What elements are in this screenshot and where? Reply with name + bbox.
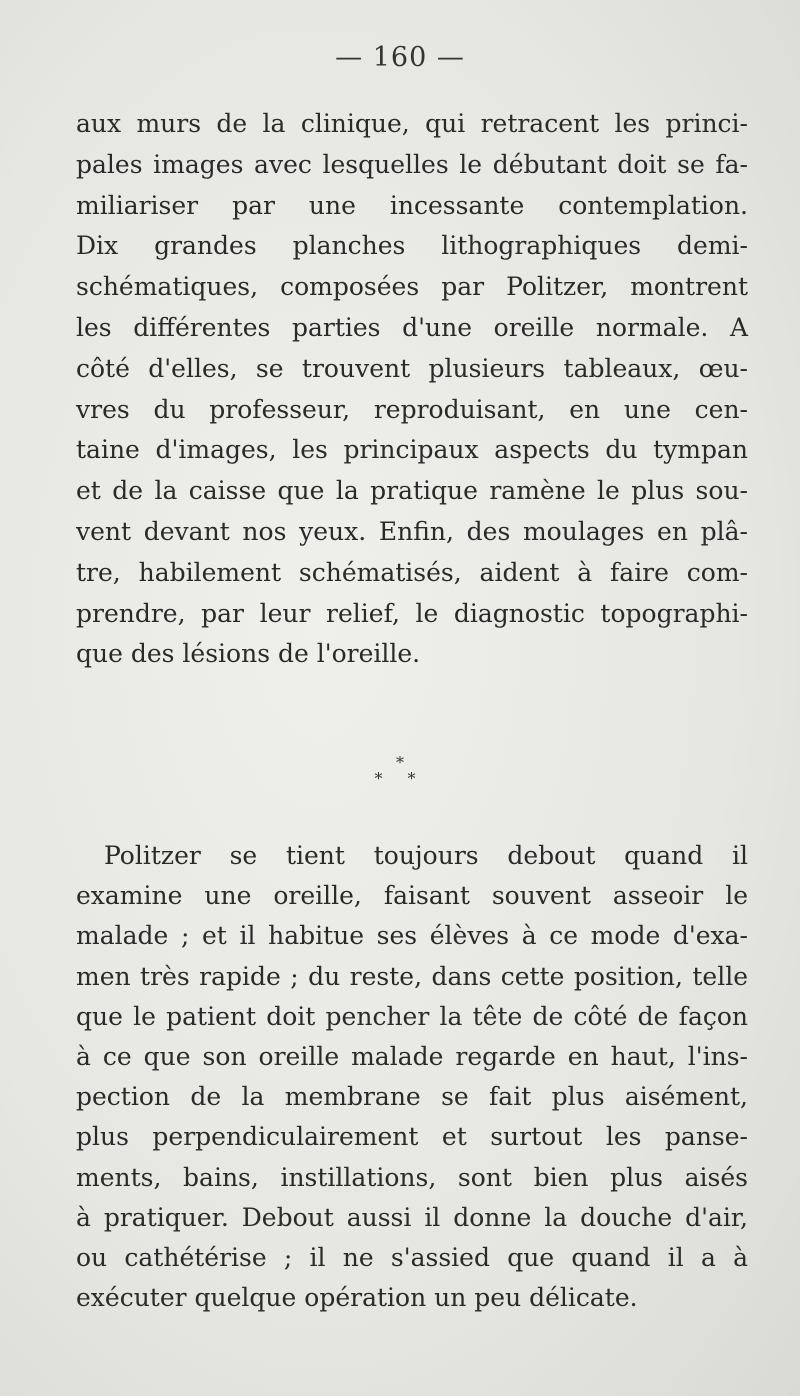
text-line: les différentes parties d'une oreille normale. A (76, 312, 748, 342)
text-line: schématiques, composées par Politzer, montrent (76, 272, 748, 302)
asterisk-top: * (396, 753, 404, 772)
text-line: Dix grandes planches lithographiques demi- (76, 231, 748, 261)
paragraph-2 (76, 836, 748, 1318)
text-line: Politzer se tient toujours debout quand il (104, 841, 748, 870)
text-line: aux murs de la clinique, qui retracent les princi- (76, 109, 748, 138)
text-line: ou cathétérise ; il ne s'assied que quand il a à (76, 1242, 748, 1272)
text-line: à pratiquer. Debout aussi il donne la douche d'air, (76, 1202, 748, 1232)
text-line: exécuter quelque opération un peu délicate. (76, 1283, 638, 1313)
text-line: pection de la membrane se fait plus aisément, (76, 1082, 748, 1112)
text-line: plus perpendiculairement et surtout les panse- (76, 1122, 748, 1152)
text-line: pales images avec lesquelles le débutant doit se fa- (76, 149, 748, 179)
asterisk-bottom: * * (374, 769, 426, 788)
text-line: que le patient doit pencher la tête de côté de façon (76, 1001, 748, 1031)
text-line: et de la caisse que la pratique ramène le plus sou- (76, 476, 748, 506)
text-line: prendre, par leur relief, le diagnostic topographi- (76, 598, 748, 628)
text-line: examine une oreille, faisant souvent asseoir le (76, 881, 748, 911)
paragraph-1 (76, 104, 748, 675)
page-number: — 160 — (335, 42, 465, 73)
text-line: taine d'images, les principaux aspects du tympan (76, 435, 748, 465)
text-line: miliariser par une incessante contemplation. (76, 190, 748, 220)
text-line: ments, bains, instillations, sont bien plus aisés (76, 1162, 748, 1192)
text-line: malade ; et il habitue ses élèves à ce mode d'exa- (76, 921, 748, 951)
text-line: men très rapide ; du reste, dans cette position, telle (76, 961, 748, 991)
text-line: à ce que son oreille malade regarde en haut, l'ins- (76, 1041, 748, 1071)
text-line: côté d'elles, se trouvent plusieurs tableaux, œu- (76, 353, 748, 383)
text-line: que des lésions de l'oreille. (76, 639, 421, 669)
text-line: vent devant nos yeux. Enfin, des moulages en plâ- (76, 516, 748, 546)
text-line: tre, habilement schématisés, aident à faire com- (76, 557, 748, 587)
text-line: vres du professeur, reproduisant, en une cen- (76, 394, 748, 424)
